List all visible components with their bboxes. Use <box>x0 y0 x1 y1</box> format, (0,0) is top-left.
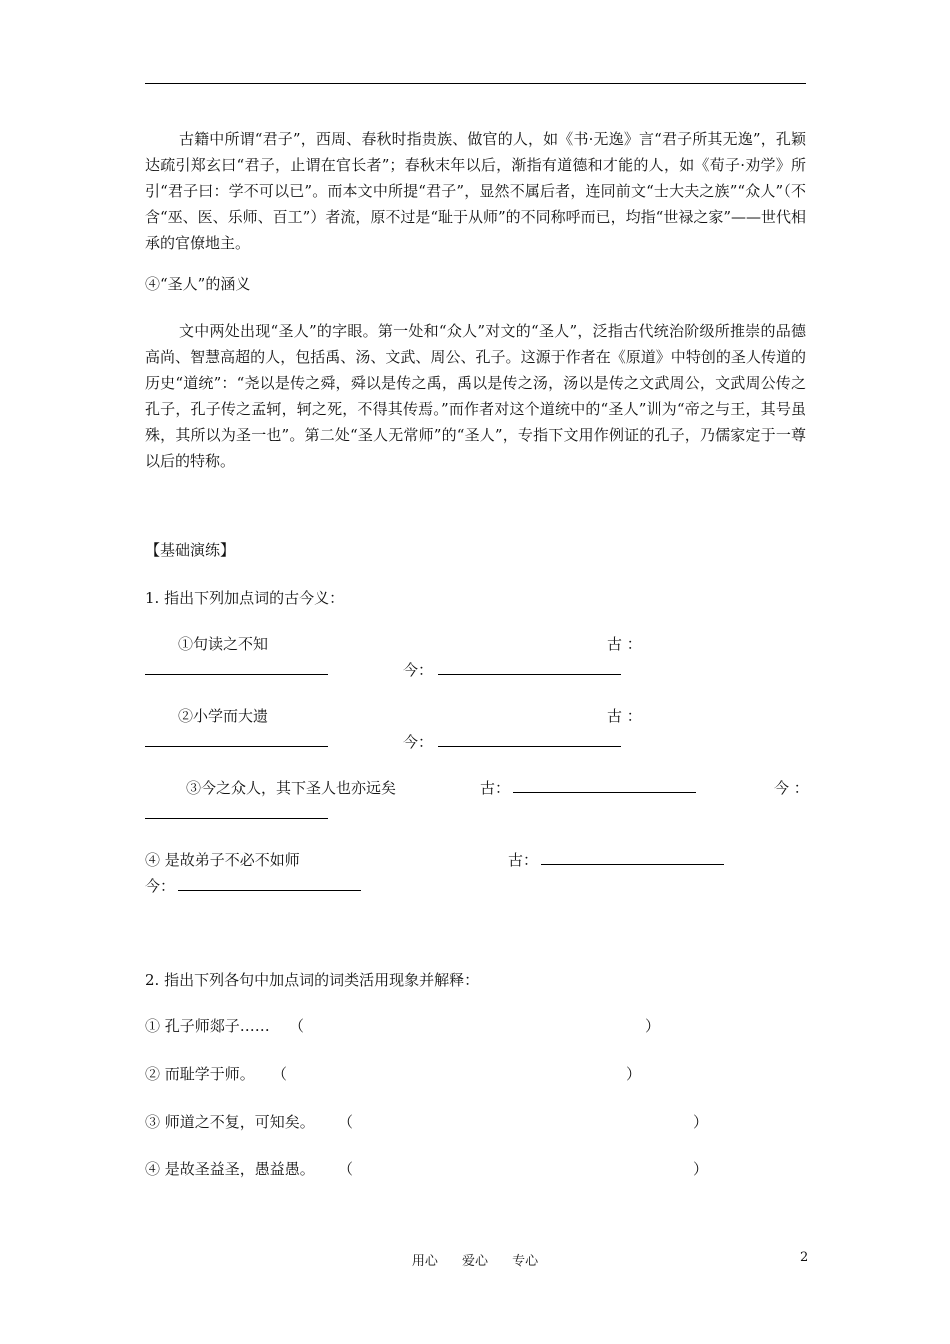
heading-shengren: ④“圣人”的涵义 <box>145 275 251 293</box>
q1-item-3-gu-blank[interactable] <box>513 778 696 798</box>
q1-item-1-gu-blank[interactable] <box>145 660 328 680</box>
section-title: 【基础演练】 <box>145 541 236 559</box>
q2-item-3-close-paren: ） <box>693 1113 709 1131</box>
q1-item-4-gu-blank[interactable] <box>541 850 724 870</box>
q1-item-2: ②小学而大遗 <box>178 707 269 725</box>
q2-item-4-close-paren: ） <box>693 1160 709 1178</box>
q1-item-2-gu: 古 ： <box>607 707 642 725</box>
footer-word-3: 专心 <box>512 1254 539 1269</box>
q1-item-4-jin: 今： <box>145 877 176 895</box>
q1-item-3-jin-blank[interactable] <box>145 804 328 824</box>
question-1-title: 1. 指出下列加点词的古今义： <box>145 589 345 607</box>
q1-item-2-gu-blank[interactable] <box>145 732 328 752</box>
q2-item-4: ④ 是故圣益圣，愚益愚。 <box>145 1160 315 1178</box>
q1-item-3: ③今之众人，其下圣人也亦远矣 <box>186 779 397 797</box>
q1-item-1: ①句读之不知 <box>178 635 269 653</box>
q1-item-3-gu: 古： <box>480 779 511 797</box>
q2-item-3-open-paren: （ <box>338 1113 354 1131</box>
q1-item-1-jin-blank[interactable] <box>438 660 621 680</box>
q2-item-1-close-paren: ） <box>645 1017 661 1035</box>
page-number: 2 <box>800 1250 809 1265</box>
q1-item-4-gu: 古： <box>508 851 539 869</box>
header-rule <box>145 83 806 84</box>
q1-item-4-jin-blank[interactable] <box>178 876 361 896</box>
q1-item-3-jin: 今 ： <box>774 779 809 797</box>
q1-item-2-jin-blank[interactable] <box>438 732 621 752</box>
q2-item-3: ③ 师道之不复，可知矣。 <box>145 1113 315 1131</box>
q2-item-1-open-paren: （ <box>289 1017 305 1035</box>
q1-item-2-jin: 今： <box>403 733 434 751</box>
paragraph-shengren: 文中两处出现“圣人”的字眼。第一处和“众人”对文的“圣人”，泛指古代统治阶级所推崇的品德高尚、智慧高超的人，包括禹、汤、文武、周公、孔子。这源于作者在《原道》中特创的圣人传道的历史“道统”：“尧以是传之舜，舜以是传之禹，禹以是传之汤，汤以是传之文武周公，文武周公传之孔子，孔子传之孟轲，轲之死，不得其传焉。”而作者对这个道统中的“圣人”训为“帝之与王，其号虽殊，其所以为圣一也”。第二处“圣人无常师”的“圣人”，专指下文用作例证的孔子，乃儒家定于一尊以后的特称。 <box>145 322 806 470</box>
q1-item-1-gu: 古 ： <box>607 635 642 653</box>
q2-item-4-open-paren: （ <box>338 1160 354 1178</box>
q1-item-1-jin: 今： <box>403 661 434 679</box>
q1-item-4: ④ 是故弟子不必不如师 <box>145 851 300 869</box>
footer-word-2: 爱心 <box>461 1254 488 1269</box>
paragraph-junzi: 古籍中所谓“君子”，西周、春秋时指贵族、做官的人，如《书·无逸》言“君子所其无逸”，孔颖达疏引郑玄曰“君子，止谓在官长者”；春秋末年以后，渐指有道德和才能的人，如《荀子·劝学》所引“君子曰：学不可以已”。而本文中所提“君子”，显然不属后者，连同前文“士大夫之族”“众人”（不含“巫、医、乐师、百工”）者流，原不过是“耻于从师”的不同称呼而已，均指“世禄之家”——世代相承的官僚地主。 <box>145 130 807 252</box>
question-2-title: 2. 指出下列各句中加点词的词类活用现象并解释： <box>145 971 480 989</box>
q2-item-2-open-paren: （ <box>272 1065 288 1083</box>
q2-item-1: ① 孔子师郯子…… <box>145 1017 270 1035</box>
footer-word-1: 用心 <box>411 1254 438 1269</box>
q2-item-2-close-paren: ） <box>626 1065 642 1083</box>
q2-item-2: ② 而耻学于师。 <box>145 1065 255 1083</box>
